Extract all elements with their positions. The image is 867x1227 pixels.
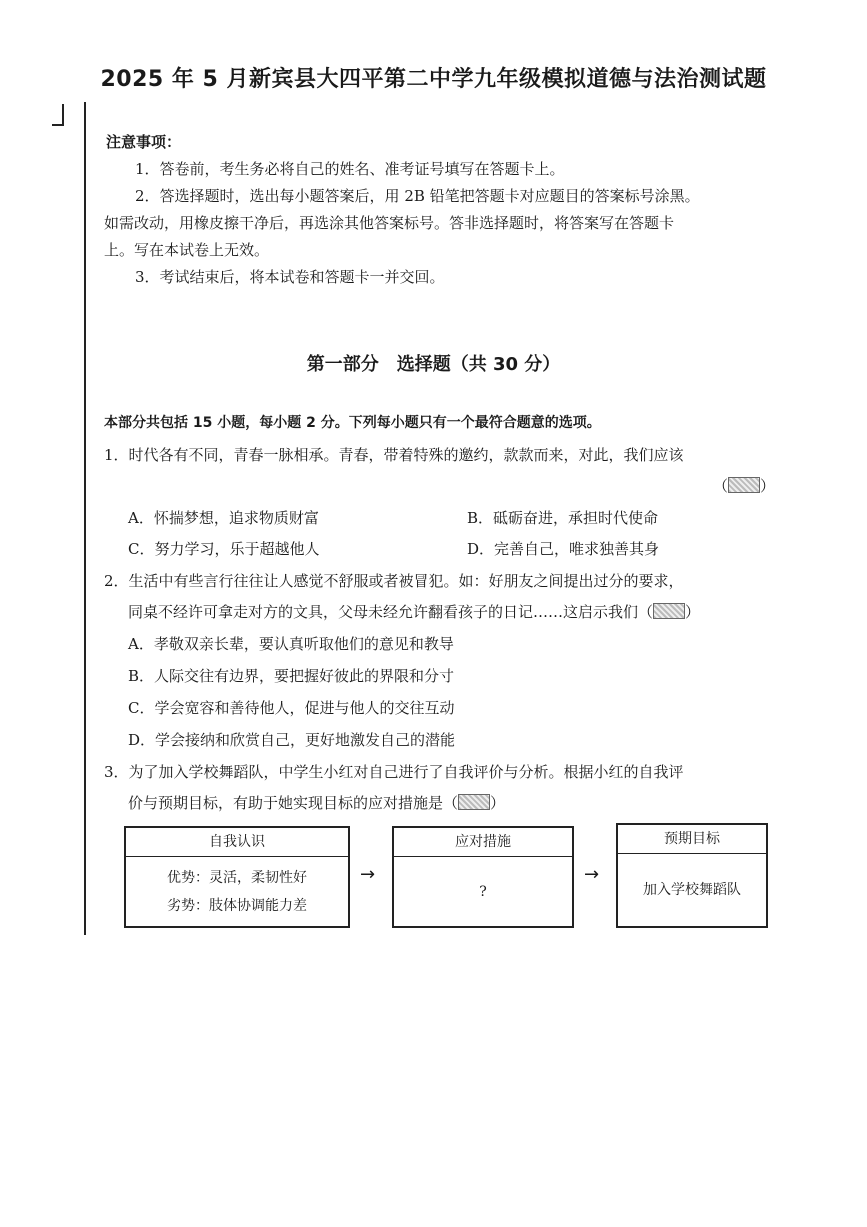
flow-arrow-right-icon: →	[584, 864, 600, 885]
question-3-stem-line2: 价与预期目标，有助于她实现目标的应对措施是（ ）	[128, 794, 506, 812]
notice-item-2-end: 上。写在本试卷上无效。	[104, 241, 270, 259]
binding-corner-mark	[62, 104, 64, 126]
notice-item-2-cont: 如需改动，用橡皮擦干净后，再选涂其他答案标号。答非选择题时，将答案写在答题卡	[104, 214, 675, 232]
flow-box-goal	[616, 823, 768, 928]
question-1-answer-bracket: （ ）	[713, 477, 776, 495]
binding-corner-mark-horizontal	[52, 124, 64, 126]
countermeasure-placeholder: ?	[479, 883, 487, 900]
notice-heading: 注意事项：	[106, 133, 182, 151]
answer-stamp-icon	[728, 477, 760, 493]
self-knowledge-weakness: 劣势：肢体协调能力差	[167, 897, 307, 914]
question-2-option-d: D．学会接纳和欣赏自己，更好地激发自己的潜能	[128, 731, 456, 749]
flow-box-goal-head: 预期目标	[618, 825, 766, 854]
flow-box-self-knowledge	[124, 826, 350, 928]
question-1-option-d: D．完善自己，唯求独善其身	[467, 540, 660, 558]
goal-text: 加入学校舞蹈队	[643, 882, 741, 898]
binding-margin-line	[84, 102, 86, 935]
question-2-option-c: C．学会宽容和善待他人，促进与他人的交往互动	[128, 699, 455, 717]
question-2-option-b: B．人际交往有边界，要把握好彼此的界限和分寸	[128, 667, 455, 685]
section-intro: 本部分共包括 15 小题，每小题 2 分。下列每小题只有一个最符合题意的选项。	[104, 415, 601, 431]
answer-stamp-icon	[458, 794, 490, 810]
flow-arrow-right-icon: →	[360, 864, 376, 885]
question-2-stem-line2: 同桌不经许可拿走对方的文具，父母未经允许翻看孩子的日记……这启示我们（ ）	[128, 603, 701, 621]
flow-box-countermeasure	[392, 826, 574, 928]
answer-stamp-icon	[653, 603, 685, 619]
flow-box-self-knowledge-head: 自我认识	[126, 828, 348, 857]
question-1-option-c: C．努力学习，乐于超越他人	[128, 540, 320, 558]
self-knowledge-strength: 优势：灵活，柔韧性好	[167, 869, 307, 886]
flow-box-countermeasure-head: 应对措施	[394, 828, 572, 857]
question-1-option-b: B．砥砺奋进，承担时代使命	[467, 509, 659, 527]
notice-item-3: 3．考试结束后，将本试卷和答题卡一并交回。	[135, 268, 445, 286]
section-title: 第一部分 选择题（共 30 分）	[306, 354, 561, 375]
exam-title: 2025 年 5 月新宾县大四平第二中学九年级模拟道德与法治测试题	[100, 67, 767, 92]
question-3-stem-line1: 3．为了加入学校舞蹈队，中学生小红对自己进行了自我评价与分析。根据小红的自我评	[104, 763, 684, 781]
question-2-option-a: A．孝敬双亲长辈，要认真听取他们的意见和教导	[128, 635, 454, 653]
question-1-stem: 1．时代各有不同，青春一脉相承。青春，带着特殊的邀约，款款而来，对此，我们应该	[104, 446, 684, 464]
question-2-stem-line1: 2．生活中有些言行往往让人感觉不舒服或者被冒犯。如：好朋友之间提出过分的要求，	[104, 572, 684, 590]
notice-item-2: 2．答选择题时，选出每小题答案后，用 2B 铅笔把答题卡对应题目的答案标号涂黑。	[135, 187, 700, 205]
question-1-option-a: A．怀揣梦想，追求物质财富	[128, 509, 319, 527]
notice-item-1: 1．答卷前，考生务必将自己的姓名、准考证号填写在答题卡上。	[135, 160, 565, 178]
